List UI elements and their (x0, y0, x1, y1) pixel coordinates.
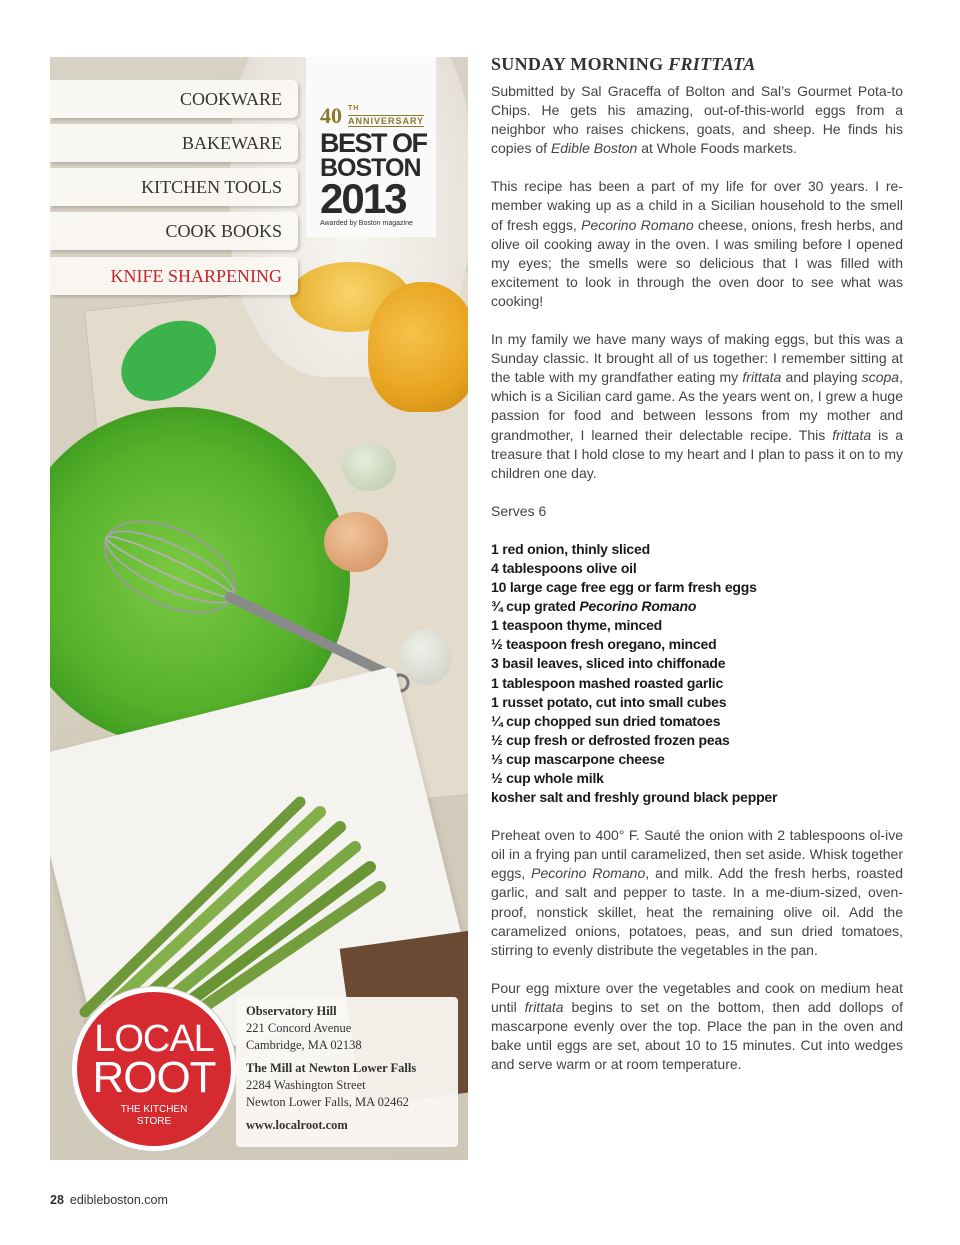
text-run-italic: Pecorino Romano (579, 598, 697, 615)
location-street: 221 Concord Avenue (246, 1021, 352, 1035)
logo-tagline-line1: THE KITCHEN (120, 1104, 188, 1115)
website-link[interactable]: www.localroot.com (246, 1118, 348, 1132)
text-run-italic: scopa (861, 369, 900, 386)
intro-paragraph (491, 82, 903, 158)
store-locations (236, 997, 458, 1147)
text-run: Pour egg mixture over the vegetables and cook on medium heat until (491, 979, 903, 1015)
location-street: 2284 Washington Street (246, 1078, 366, 1092)
location-city: Cambridge, MA 02138 (246, 1038, 362, 1052)
text-run-italic: frittata (742, 369, 782, 386)
menu-item-kitchen-tools[interactable]: KITCHEN TOOLS (50, 168, 298, 206)
text-run-italic: Edible Boston (550, 140, 638, 157)
text-run-italic: frittata (524, 998, 564, 1015)
brown-egg-illustration (324, 512, 388, 572)
ingredient-item: 1 teaspoon thyme, minced (491, 617, 663, 634)
ingredient-item: ½ cup whole milk (491, 770, 604, 786)
text-run: at Whole Foods markets. (637, 140, 797, 157)
cauliflower-illustration (368, 282, 468, 412)
text-run: begins to set on the bottom, then add dollops of mascarpone evenly over the top. Place the pan in the oven and bake until eggs are set, about 10 to 15 minutes. Cut into wedges and serve warm or at room temperature. (491, 998, 904, 1073)
text-run: , and milk. Add the fresh herbs, roasted garlic, and salt and pepper to taste. In a me-dium-sized, oven-proof, nonstick skillet, heat the remaining olive oil. Add the caramelized onions, potatoes, peas, and sun dried tomatoes, stirring to evenly distribute the vegetables in the pan. (491, 865, 904, 958)
ingredient-item: 3 basil leaves, sliced into chiffonade (491, 655, 726, 672)
text-run-italic: frittata (832, 426, 872, 443)
white-egg-illustration (400, 629, 452, 685)
text-run: Preheat oven to 400° F. Sauté the onion with 2 tablespoons ol-ive oil in a frying pan until caramelized, then set aside. Whisk together eggs, (491, 827, 903, 882)
ingredient-item: ½ teaspoon fresh oregano, minced (491, 636, 717, 653)
method-paragraph-2 (491, 979, 903, 1074)
footer-site[interactable]: edibleboston.com (69, 1193, 168, 1207)
badge-anniversary-word: ANNIVERSARY (348, 116, 425, 126)
method-paragraph-1 (491, 826, 903, 960)
menu-item-cookware[interactable]: COOKWARE (50, 80, 298, 118)
badge-best-of: BEST OF (320, 128, 427, 158)
text-run: Submitted by Sal Graceffa of Bolton and Sal’s Gourmet Pota-to Chips. He gets his amazing, out-of-this-world eggs from a neighbor who raises chickens, goats, and sheep. He finds his copies of (491, 83, 903, 157)
page-footer (50, 1193, 168, 1207)
location-name: Observatory Hill (246, 1004, 337, 1018)
badge-boston: BOSTON (320, 154, 421, 182)
local-root-advertisement (50, 57, 468, 1160)
ingredient-item: ⅓ cup mascarpone cheese (491, 750, 665, 767)
title-italic: FRITTATA (668, 54, 756, 74)
memory-paragraph (491, 177, 903, 311)
menu-item-bakeware[interactable]: BAKEWARE (50, 124, 298, 162)
text-run: is a treasure that I hold close to my heart and I plan to pass it on to my children one day. (491, 426, 903, 481)
ingredient-item: ½ cup fresh or defrosted frozen peas (491, 731, 730, 748)
logo-root: ROOT (92, 1053, 216, 1102)
title-main: SUNDAY MORNING (491, 54, 669, 74)
badge-anniversary-number: 40 (320, 103, 342, 128)
recipe-article (491, 52, 903, 1093)
text-run: , which is a Sicilian card game. As the years went on, I grew a huge passion for food and between lessons from my mother and grandmother, I learned their delectable recipe. This (491, 369, 903, 443)
badge-anniversary-suffix: TH (348, 105, 360, 112)
ingredient-item: 1 russet potato, cut into small cubes (491, 693, 727, 710)
text-run: In my family we have many ways of making eggs, but this was a Sunday classic. It brought all of us together: I remember sitting at the table with my grandfather eating my (491, 331, 903, 386)
menu-item-knife-sharpening[interactable]: KNIFE SHARPENING (50, 257, 298, 295)
location-name: The Mill at Newton Lower Falls (246, 1061, 417, 1075)
page-number: 28 (50, 1193, 64, 1207)
serves-line: Serves 6 (491, 502, 547, 519)
ingredient-item: 1 red onion, thinly sliced (491, 540, 650, 557)
text-run: and playing (781, 369, 862, 386)
text-run: This recipe has been a part of my life for over 30 years. I re-member waking up as a child in a Sicilian household to the smell of fresh eggs, (491, 178, 903, 233)
text-run: cheese, onions, fresh herbs, and olive oil cooking away in the oven. I was smiling before I opened my eyes; the smells were so delicious that I was filled with excitement to look in through the oven door to see what was cooking! (491, 216, 904, 309)
logo-tagline (77, 1104, 231, 1128)
article-title (491, 52, 903, 76)
location-city: Newton Lower Falls, MA 02462 (246, 1095, 409, 1109)
badge-awarded-by: Awarded by Boston magazine (320, 220, 413, 227)
ingredient-item: kosher salt and freshly ground black pepper (491, 789, 778, 806)
ingredients-list (491, 540, 903, 807)
best-of-boston-badge (306, 57, 436, 237)
text-run-italic: Pecorino Romano (531, 865, 646, 882)
text-run: ¾ cup grated (491, 598, 580, 615)
ingredient-item: ¼ cup chopped sun dried tomatoes (491, 712, 721, 729)
menu-item-cook-books[interactable]: COOK BOOKS (50, 212, 298, 250)
text-run-italic: Pecorino Romano (581, 216, 694, 233)
logo-local: LOCAL (94, 1018, 214, 1060)
badge-year: 2013 (320, 175, 406, 222)
ingredient-item: 1 tablespoon mashed roasted garlic (491, 674, 724, 691)
green-egg-illustration (342, 443, 396, 491)
logo-tagline-line2: STORE (136, 1116, 172, 1127)
ingredient-item: 10 large cage free egg or farm fresh eggs (491, 579, 757, 596)
family-paragraph (491, 330, 903, 483)
ingredient-item: 4 tablespoons olive oil (491, 559, 637, 576)
ingredient-item (491, 597, 903, 616)
local-root-logo (72, 987, 236, 1151)
